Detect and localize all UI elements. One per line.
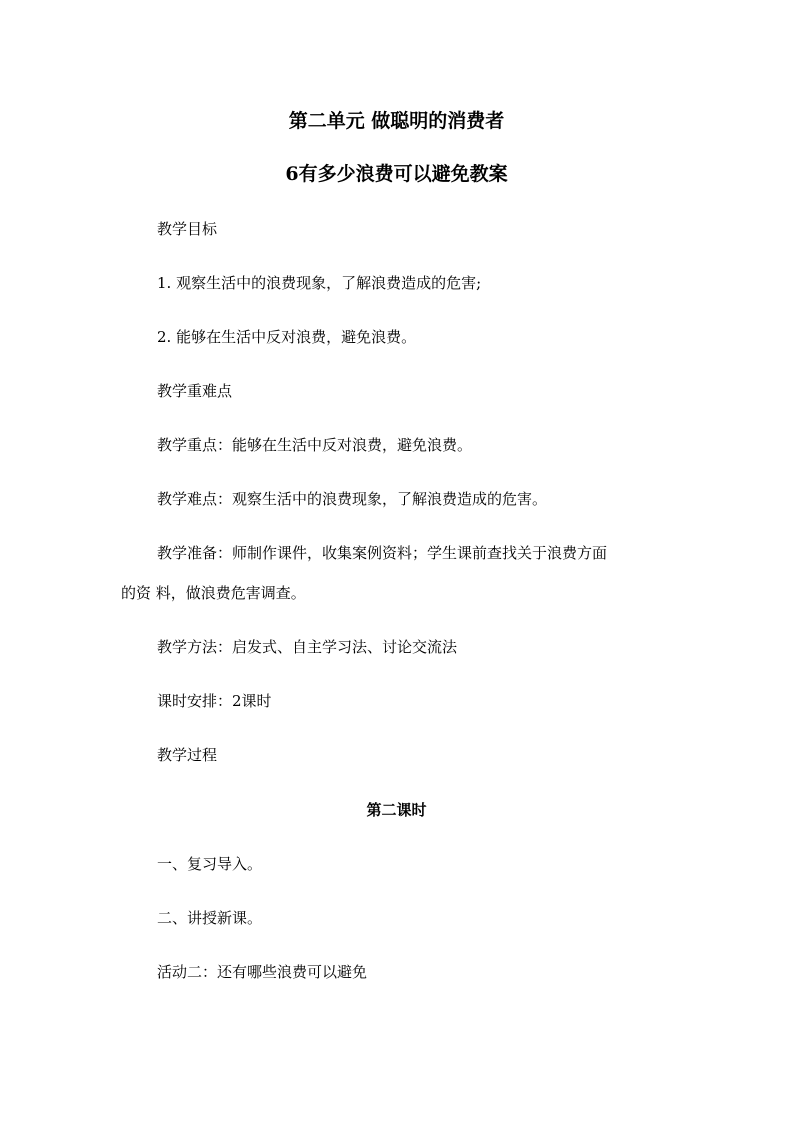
objective-item: 1. 观察生活中的浪费现象，了解浪费造成的危害; <box>157 274 482 292</box>
objective-item: 2. 能够在生活中反对浪费，避免浪费。 <box>157 328 417 346</box>
step-item: 二、讲授新课。 <box>157 909 263 927</box>
activity-heading: 活动二：还有哪些浪费可以避免 <box>157 963 368 981</box>
key-point: 教学重点：能够在生活中反对浪费，避免浪费。 <box>157 436 473 454</box>
class-schedule: 课时安排：2课时 <box>157 692 272 710</box>
teaching-methods: 教学方法：启发式、自主学习法、讨论交流法 <box>157 638 458 656</box>
process-heading: 教学过程 <box>157 746 218 764</box>
difficult-point: 教学难点：观察生活中的浪费现象，了解浪费造成的危害。 <box>157 490 548 508</box>
document-subtitle: 6有多少浪费可以避免教案 <box>285 163 508 185</box>
preparation-line-2: 的资 料，做浪费危害调查。 <box>121 584 306 602</box>
key-difficult-heading: 教学重难点 <box>157 382 233 400</box>
step-item: 一、复习导入。 <box>157 855 263 873</box>
preparation-line-1: 教学准备：师制作课件，收集案例资料；学生课前查找关于浪费方面 <box>157 544 608 562</box>
lesson-heading: 第二课时 <box>366 801 427 819</box>
objectives-heading: 教学目标 <box>157 220 218 238</box>
document-title: 第二单元 做聪明的消费者 <box>288 110 505 132</box>
